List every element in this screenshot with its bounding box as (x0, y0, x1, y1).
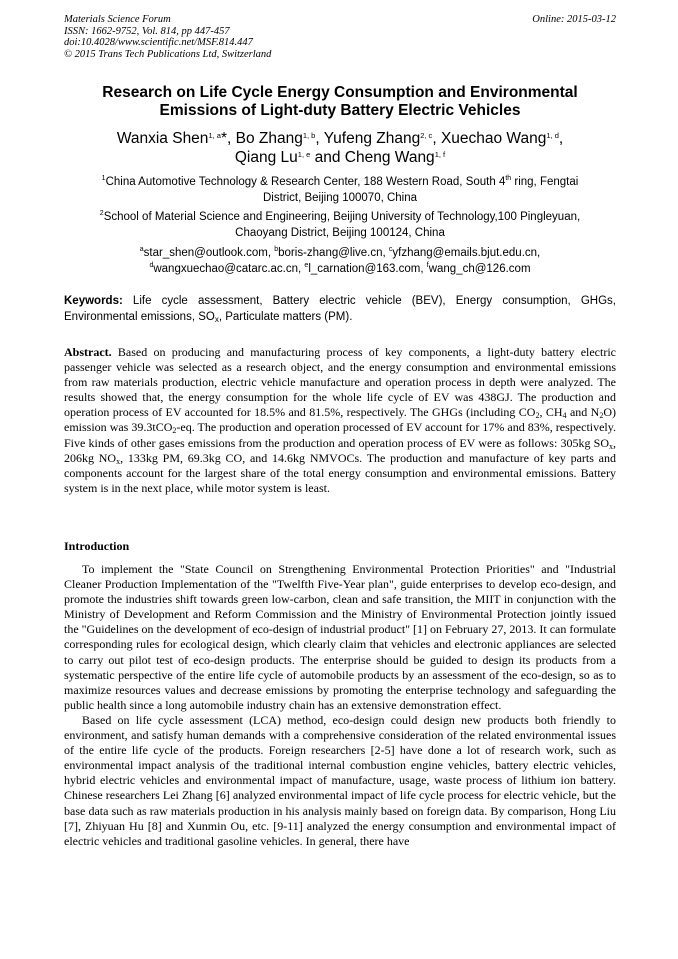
affiliation-text: District, Beijing 100070, China (262, 192, 418, 204)
issn-line: ISSN: 1662-9752, Vol. 814, pp 447-457 (64, 25, 230, 37)
author-name: Bo Zhang (235, 130, 303, 147)
subscript: x (116, 456, 121, 466)
publication-header (64, 14, 616, 60)
author-name: Qiang Lu (234, 149, 298, 166)
subscript: x (214, 314, 219, 324)
affiliation-text: China Automotive Technology & Research Center, 188 Western Road, South 4 (105, 176, 506, 188)
email-link[interactable]: wang_ch@126.com (428, 263, 531, 275)
introduction-body (64, 562, 616, 849)
email-marker: d (149, 262, 154, 269)
subscript: 2 (599, 411, 604, 421)
author-sup: 1, b (302, 131, 316, 140)
email-marker: b (274, 246, 279, 253)
author-sep: , (432, 130, 441, 147)
affiliation-1 (64, 174, 616, 206)
email-link[interactable]: yfzhang@emails.bjut.edu.cn, (392, 247, 541, 259)
affiliation-text: ring, Fengtai (511, 176, 579, 188)
email-marker: e (304, 262, 309, 269)
title-line-2: Emissions of Light-duty Battery Electric Vehicles (159, 102, 521, 119)
abstract-text: and N (566, 405, 600, 420)
email-marker: f (426, 262, 429, 269)
subscript: 4 (562, 411, 567, 421)
abstract-text: Based on producing and manufacturing process of key components, a light-duty battery electric passenger vehicle was selected as a research object, and the energy consumption and environmental emissions from raw materials production, electric vehicle manufacture and operation process in depth were analyzed. The results showed that, the energy consumption for the whole life cycle of EV was 438GJ. The production and operation process of EV accounted for 18.5% and 81.5%, respectively. The GHGs (including CO (64, 345, 616, 420)
email-link[interactable]: l_carnation@163.com, (308, 263, 427, 275)
author-name: Yufeng Zhang (323, 130, 421, 147)
abstract-text: -eq. The production and operation processed of EV account for 17% and 83%, respectively. Five kinds of other gases emissions from the production and operation process of EV were as follows: 305kg SO (64, 420, 616, 450)
subscript: 2 (535, 411, 540, 421)
email-marker: c (388, 246, 393, 253)
paragraph: To implement the "State Council on Strengthening Environmental Protection Priorities" and "Industrial Cleaner Production Implementation of the "Twelfth Five-Year plan", guide enterprises to develop eco-design, and promote the industries shift towards green low-carbon, clean and safe transition, the MIIT in conjunction with the Ministry of Development and Reform Commission and the Ministry of Environmental Protection jointly issued the "Guidelines on the development of eco-design of industrial product" [1] on February 27, 2013. It can formulate corresponding rules for ecological design, which clearly claim that vehicles and electronic appliances are selected to carry out pilot test of eco-design products. The enterprise should be guided to design its products from a systematic perspective of the entire life cycle of automobile products by an assessment of the eco-design, so as to maximize resources values and decrease emissions by promoting the enterprise technology and safeguarding the public health since a long automobile industry chain has an extensive demonstration effect. (64, 562, 616, 712)
affiliation-2 (64, 209, 616, 241)
author-list (64, 129, 616, 167)
title-line-1: Research on Life Cycle Energy Consumption and Environmental (102, 84, 578, 101)
affiliation-number: 1 (101, 175, 106, 182)
email-list (64, 245, 616, 277)
author-sup: 1, a (208, 131, 221, 140)
author-sup: 1, f (434, 150, 446, 159)
author-sup: 1, d (546, 131, 559, 140)
email-marker: a (139, 246, 144, 253)
author-sup: 1, e (297, 150, 311, 159)
email-link[interactable]: wangxuechao@catarc.ac.cn, (153, 263, 305, 275)
email-link[interactable]: boris-zhang@live.cn, (278, 247, 389, 259)
author-sep: *, (220, 130, 236, 147)
journal-name: Materials Science Forum (64, 14, 171, 25)
online-date: Online: 2015-03-12 (532, 14, 616, 25)
email-link[interactable]: star_shen@outlook.com, (143, 247, 275, 259)
subscript: x (609, 441, 613, 451)
section-heading-introduction: Introduction (64, 539, 130, 553)
affiliation-text: School of Material Science and Engineering, Beijing University of Technology,100 Pingleyuan, (103, 211, 581, 223)
abstract-text: , CH (539, 405, 563, 420)
abstract-text: , 206kg NO (64, 435, 616, 465)
author-sep: , (315, 130, 324, 147)
abstract-label: Abstract. (64, 345, 112, 359)
doi-line[interactable]: doi:10.4028/www.scientific.net/MSF.814.447 (64, 37, 253, 48)
author-name: Cheng Wang (344, 149, 435, 166)
abstract (64, 345, 616, 496)
paragraph: Based on life cycle assessment (LCA) method, eco-design could design new products both friendly to environment, and satisfy human demands with a comprehensive consideration of the related environmental issues of the entire life cycle of the products. Foreign researchers [2-5] have done a lot of research work, such as environmental impact analysis of the traditional internal combustion engine vehicles, battery electric vehicles, hybrid electric vehicles and environmental impact of manufacture, usage, waste process of lithium ion battery. Chinese researchers Lei Zhang [6] analyzed environmental impact of life cycle process for electric vehicle, but the base data such as raw materials production in his analysis mainly based on foreign data. By comparison, Hong Liu [7], Zhiyuan Hu [8] and Xunmin Ou, etc. [9-11] analyzed the energy consumption and environmental impact of electric vehicles and traditional gasoline vehicles. In general, there have (64, 712, 616, 848)
author-name: Xuechao Wang (440, 130, 547, 147)
keywords (64, 294, 616, 325)
ordinal-sup: th (505, 175, 512, 182)
subscript: 2 (172, 426, 177, 436)
author-sep: and (310, 149, 345, 166)
keywords-text: Life cycle assessment, Battery electric vehicle (BEV), Energy consumption, GHGs, Environmental emissions, SO (64, 295, 616, 323)
keywords-text: , Particulate matters (PM). (218, 310, 353, 323)
copyright-line: © 2015 Trans Tech Publications Ltd, Switzerland (64, 48, 272, 60)
abstract-text: , 133kg PM, 69.3kg CO, and 14.6kg NMVOCs. The production and manufacture of key parts and components account for the largest share of the total energy consumption and environmental emissions. Battery system is in the next place, while motor system is least. (64, 450, 616, 495)
paper-title (64, 84, 616, 120)
abstract-text: O) emission was 39.3tCO (64, 405, 617, 435)
author-name: Wanxia Shen (116, 130, 209, 147)
author-sup: 2, c (420, 131, 433, 140)
author-sep: , (558, 130, 564, 147)
affiliation-number: 2 (99, 210, 104, 217)
keywords-label: Keywords: (64, 295, 123, 307)
affiliation-text: Chaoyang District, Beijing 100124, China (235, 227, 445, 239)
